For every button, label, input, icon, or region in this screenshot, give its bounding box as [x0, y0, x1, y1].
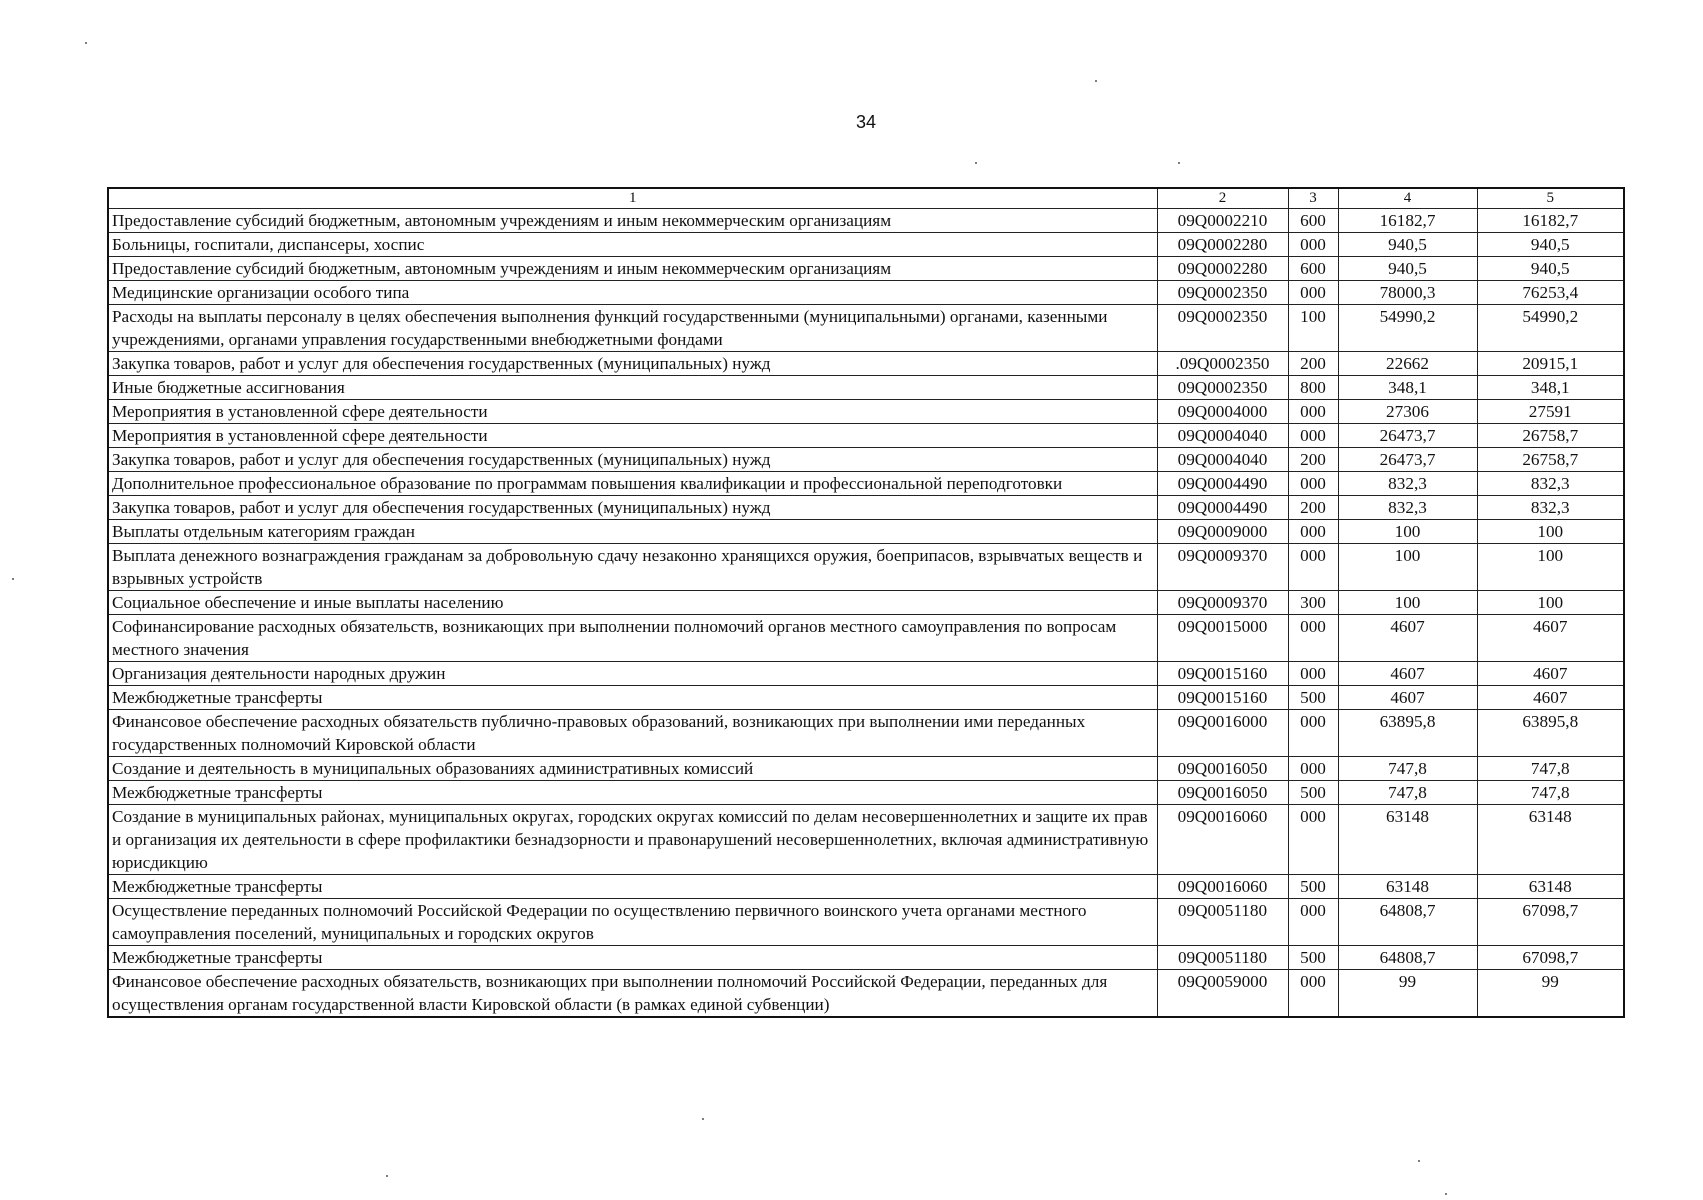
- row-value-2-cell: 940,5: [1477, 257, 1624, 281]
- table-row: [108, 281, 1624, 305]
- scan-speck: [85, 42, 87, 44]
- row-value-2-cell: 67098,7: [1477, 899, 1624, 946]
- row-code-cell: .09Q0002350: [1157, 352, 1288, 376]
- row-code-cell: 09Q0016000: [1157, 710, 1288, 757]
- row-name-cell: Мероприятия в установленной сфере деятельности: [108, 400, 1157, 424]
- row-name-cell: Медицинские организации особого типа: [108, 281, 1157, 305]
- row-type-cell: 000: [1288, 757, 1338, 781]
- row-name-cell: Расходы на выплаты персоналу в целях обеспечения выполнения функций государственными (муниципальными) органами, казенными учреждениями, органами управления государственными внебюджетными фондами: [108, 305, 1157, 352]
- row-value-1-cell: 26473,7: [1338, 424, 1477, 448]
- row-type-cell: 300: [1288, 591, 1338, 615]
- row-name-cell: Иные бюджетные ассигнования: [108, 376, 1157, 400]
- row-name-cell: Предоставление субсидий бюджетным, автономным учреждениям и иным некоммерческим организациям: [108, 257, 1157, 281]
- row-value-1-cell: 940,5: [1338, 257, 1477, 281]
- table-row: [108, 472, 1624, 496]
- row-value-2-cell: 20915,1: [1477, 352, 1624, 376]
- header-cell-3: 3: [1288, 188, 1338, 209]
- row-type-cell: 200: [1288, 352, 1338, 376]
- row-value-2-cell: 63148: [1477, 875, 1624, 899]
- row-value-1-cell: 832,3: [1338, 496, 1477, 520]
- row-value-1-cell: 63148: [1338, 805, 1477, 875]
- row-name-cell: Межбюджетные трансферты: [108, 686, 1157, 710]
- row-code-cell: 09Q0016050: [1157, 781, 1288, 805]
- row-value-2-cell: 99: [1477, 970, 1624, 1018]
- row-name-cell: Больницы, госпитали, диспансеры, хоспис: [108, 233, 1157, 257]
- scan-speck: [1418, 1160, 1420, 1162]
- table-row: [108, 520, 1624, 544]
- row-value-1-cell: 26473,7: [1338, 448, 1477, 472]
- row-value-1-cell: 940,5: [1338, 233, 1477, 257]
- row-value-2-cell: 747,8: [1477, 781, 1624, 805]
- row-name-cell: Создание в муниципальных районах, муниципальных округах, городских округах комиссий по делам несовершеннолетних и защите их прав и организация их деятельности в сфере профилактики безнадзорности и правонарушений несовершеннолетних, включая административную юрисдикцию: [108, 805, 1157, 875]
- row-value-1-cell: 832,3: [1338, 472, 1477, 496]
- row-type-cell: 000: [1288, 970, 1338, 1018]
- row-code-cell: 09Q0016060: [1157, 875, 1288, 899]
- row-type-cell: 000: [1288, 710, 1338, 757]
- row-name-cell: Закупка товаров, работ и услуг для обеспечения государственных (муниципальных) нужд: [108, 448, 1157, 472]
- row-type-cell: 500: [1288, 781, 1338, 805]
- row-type-cell: 000: [1288, 805, 1338, 875]
- row-type-cell: 000: [1288, 424, 1338, 448]
- header-cell-5: 5: [1477, 188, 1624, 209]
- row-value-1-cell: 4607: [1338, 615, 1477, 662]
- table-row: [108, 424, 1624, 448]
- row-value-2-cell: 747,8: [1477, 757, 1624, 781]
- row-type-cell: 200: [1288, 448, 1338, 472]
- scan-speck: [1445, 1193, 1447, 1195]
- row-type-cell: 600: [1288, 257, 1338, 281]
- row-value-2-cell: 27591: [1477, 400, 1624, 424]
- row-code-cell: 09Q0059000: [1157, 970, 1288, 1018]
- row-value-1-cell: 747,8: [1338, 757, 1477, 781]
- row-type-cell: 600: [1288, 209, 1338, 233]
- header-cell-1: 1: [108, 188, 1157, 209]
- row-value-2-cell: 4607: [1477, 615, 1624, 662]
- table-row: [108, 946, 1624, 970]
- row-value-1-cell: 4607: [1338, 662, 1477, 686]
- row-name-cell: Дополнительное профессиональное образование по программам повышения квалификации и профессиональной переподготовки: [108, 472, 1157, 496]
- row-value-1-cell: 63895,8: [1338, 710, 1477, 757]
- row-type-cell: 500: [1288, 875, 1338, 899]
- row-code-cell: 09Q0051180: [1157, 899, 1288, 946]
- row-type-cell: 000: [1288, 899, 1338, 946]
- row-type-cell: 000: [1288, 281, 1338, 305]
- row-code-cell: 09Q0016060: [1157, 805, 1288, 875]
- row-type-cell: 000: [1288, 544, 1338, 591]
- row-value-1-cell: 22662: [1338, 352, 1477, 376]
- row-value-2-cell: 26758,7: [1477, 448, 1624, 472]
- table-row: [108, 875, 1624, 899]
- row-value-2-cell: 4607: [1477, 686, 1624, 710]
- row-value-1-cell: 99: [1338, 970, 1477, 1018]
- row-name-cell: Организация деятельности народных дружин: [108, 662, 1157, 686]
- row-name-cell: Социальное обеспечение и иные выплаты населению: [108, 591, 1157, 615]
- header-cell-4: 4: [1338, 188, 1477, 209]
- scan-speck: [1095, 80, 1097, 82]
- table-row: [108, 591, 1624, 615]
- row-code-cell: 09Q0015160: [1157, 662, 1288, 686]
- row-value-1-cell: 100: [1338, 591, 1477, 615]
- row-value-2-cell: 54990,2: [1477, 305, 1624, 352]
- row-code-cell: 09Q0004490: [1157, 472, 1288, 496]
- row-type-cell: 000: [1288, 400, 1338, 424]
- row-value-1-cell: 64808,7: [1338, 946, 1477, 970]
- row-name-cell: Межбюджетные трансферты: [108, 781, 1157, 805]
- row-value-1-cell: 747,8: [1338, 781, 1477, 805]
- row-value-2-cell: 832,3: [1477, 496, 1624, 520]
- row-value-1-cell: 348,1: [1338, 376, 1477, 400]
- table-row: [108, 686, 1624, 710]
- row-code-cell: 09Q0004490: [1157, 496, 1288, 520]
- row-name-cell: Выплата денежного вознаграждения гражданам за добровольную сдачу незаконно хранящихся оружия, боеприпасов, взрывчатых веществ и взрывных устройств: [108, 544, 1157, 591]
- row-value-2-cell: 63895,8: [1477, 710, 1624, 757]
- table-row: [108, 352, 1624, 376]
- row-value-1-cell: 27306: [1338, 400, 1477, 424]
- row-code-cell: 09Q0002350: [1157, 281, 1288, 305]
- row-type-cell: 000: [1288, 662, 1338, 686]
- table-row: [108, 615, 1624, 662]
- row-code-cell: 09Q0009370: [1157, 544, 1288, 591]
- table-row: [108, 448, 1624, 472]
- row-value-1-cell: 78000,3: [1338, 281, 1477, 305]
- row-type-cell: 200: [1288, 496, 1338, 520]
- row-type-cell: 500: [1288, 946, 1338, 970]
- row-value-2-cell: 63148: [1477, 805, 1624, 875]
- row-value-2-cell: 832,3: [1477, 472, 1624, 496]
- row-name-cell: Закупка товаров, работ и услуг для обеспечения государственных (муниципальных) нужд: [108, 496, 1157, 520]
- scan-speck: [975, 162, 977, 164]
- row-code-cell: 09Q0016050: [1157, 757, 1288, 781]
- row-value-2-cell: 100: [1477, 591, 1624, 615]
- table-row: [108, 305, 1624, 352]
- table-row: [108, 233, 1624, 257]
- row-type-cell: 000: [1288, 233, 1338, 257]
- row-value-2-cell: 16182,7: [1477, 209, 1624, 233]
- row-code-cell: 09Q0009370: [1157, 591, 1288, 615]
- row-value-2-cell: 67098,7: [1477, 946, 1624, 970]
- table-row: [108, 662, 1624, 686]
- table-row: [108, 257, 1624, 281]
- row-name-cell: Финансовое обеспечение расходных обязательств публично-правовых образований, возникающих при выполнении ими переданных государственных полномочий Кировской области: [108, 710, 1157, 757]
- row-name-cell: Межбюджетные трансферты: [108, 875, 1157, 899]
- row-value-1-cell: 64808,7: [1338, 899, 1477, 946]
- header-row: [108, 188, 1624, 209]
- row-name-cell: Создание и деятельность в муниципальных образованиях административных комиссий: [108, 757, 1157, 781]
- table-row: [108, 544, 1624, 591]
- row-name-cell: Закупка товаров, работ и услуг для обеспечения государственных (муниципальных) нужд: [108, 352, 1157, 376]
- row-type-cell: 000: [1288, 520, 1338, 544]
- scan-speck: [12, 578, 14, 580]
- table-body: [108, 188, 1624, 1017]
- table-row: [108, 209, 1624, 233]
- row-code-cell: 09Q0015000: [1157, 615, 1288, 662]
- row-name-cell: Софинансирование расходных обязательств, возникающих при выполнении полномочий органов местного самоуправления по вопросам местного значения: [108, 615, 1157, 662]
- row-value-2-cell: 348,1: [1477, 376, 1624, 400]
- scan-speck: [702, 1118, 704, 1120]
- table-row: [108, 805, 1624, 875]
- table-row: [108, 496, 1624, 520]
- row-name-cell: Финансовое обеспечение расходных обязательств, возникающих при выполнении полномочий Российской Федерации, переданных для осуществления органам государственной власти Кировской области (в рамках единой субвенции): [108, 970, 1157, 1018]
- row-value-1-cell: 100: [1338, 544, 1477, 591]
- row-code-cell: 09Q0002350: [1157, 376, 1288, 400]
- row-code-cell: 09Q0002210: [1157, 209, 1288, 233]
- row-code-cell: 09Q0004040: [1157, 448, 1288, 472]
- row-value-2-cell: 100: [1477, 544, 1624, 591]
- table-row: [108, 757, 1624, 781]
- row-type-cell: 800: [1288, 376, 1338, 400]
- table-row: [108, 376, 1624, 400]
- row-value-2-cell: 4607: [1477, 662, 1624, 686]
- row-value-2-cell: 76253,4: [1477, 281, 1624, 305]
- row-type-cell: 100: [1288, 305, 1338, 352]
- row-type-cell: 500: [1288, 686, 1338, 710]
- row-type-cell: 000: [1288, 615, 1338, 662]
- scan-speck: [386, 1175, 388, 1177]
- scan-speck: [1178, 162, 1180, 164]
- row-code-cell: 09Q0004040: [1157, 424, 1288, 448]
- page-number: 34: [855, 112, 877, 132]
- row-value-1-cell: 100: [1338, 520, 1477, 544]
- row-value-1-cell: 63148: [1338, 875, 1477, 899]
- row-name-cell: Осуществление переданных полномочий Российской Федерации по осуществлению первичного воинского учета органами местного самоуправления поселений, муниципальных и городских округов: [108, 899, 1157, 946]
- row-code-cell: 09Q0002280: [1157, 257, 1288, 281]
- table-row: [108, 781, 1624, 805]
- table-row: [108, 400, 1624, 424]
- row-name-cell: Предоставление субсидий бюджетным, автономным учреждениям и иным некоммерческим организациям: [108, 209, 1157, 233]
- header-cell-2: 2: [1157, 188, 1288, 209]
- row-value-1-cell: 4607: [1338, 686, 1477, 710]
- row-value-2-cell: 940,5: [1477, 233, 1624, 257]
- table-row: [108, 899, 1624, 946]
- row-code-cell: 09Q0002280: [1157, 233, 1288, 257]
- row-value-1-cell: 54990,2: [1338, 305, 1477, 352]
- table-row: [108, 710, 1624, 757]
- budget-table: [107, 187, 1625, 1018]
- row-name-cell: Межбюджетные трансферты: [108, 946, 1157, 970]
- row-code-cell: 09Q0015160: [1157, 686, 1288, 710]
- table-row: [108, 970, 1624, 1018]
- row-code-cell: 09Q0002350: [1157, 305, 1288, 352]
- row-code-cell: 09Q0009000: [1157, 520, 1288, 544]
- row-type-cell: 000: [1288, 472, 1338, 496]
- row-code-cell: 09Q0004000: [1157, 400, 1288, 424]
- row-value-2-cell: 100: [1477, 520, 1624, 544]
- row-value-2-cell: 26758,7: [1477, 424, 1624, 448]
- row-name-cell: Мероприятия в установленной сфере деятельности: [108, 424, 1157, 448]
- row-name-cell: Выплаты отдельным категориям граждан: [108, 520, 1157, 544]
- row-code-cell: 09Q0051180: [1157, 946, 1288, 970]
- row-value-1-cell: 16182,7: [1338, 209, 1477, 233]
